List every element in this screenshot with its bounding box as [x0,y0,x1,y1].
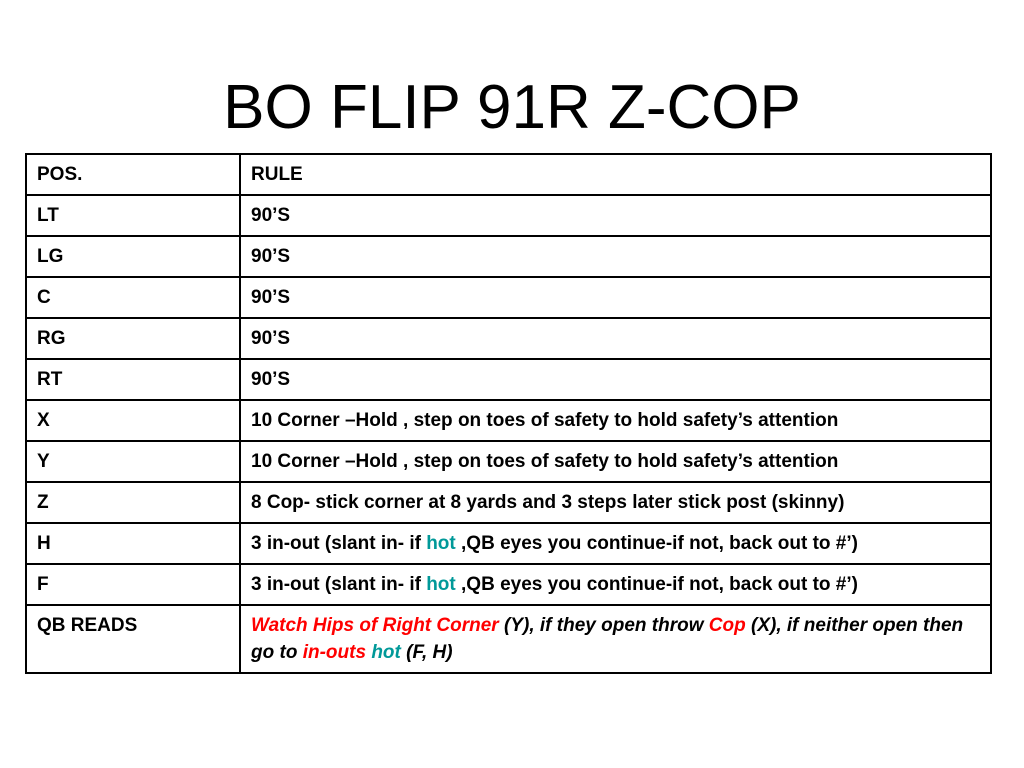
row-rule: 90’S [240,277,991,318]
row-rule: 90’S [240,318,991,359]
rule-text: ,QB eyes you continue-if not, back out to #’) [455,533,858,554]
table-row [26,482,991,523]
read-text: (F, H) [400,642,453,663]
row-pos: X [26,400,240,441]
header-rule: RULE [240,154,991,195]
row-rule: 10 Corner –Hold , step on toes of safety to hold safety’s attention [240,441,991,482]
row-rule [240,523,991,564]
row-rule: 90’S [240,359,991,400]
row-pos: RG [26,318,240,359]
header-pos: POS. [26,154,240,195]
rule-text: ,QB eyes you continue-if not, back out to #’) [455,574,858,595]
table-row [26,523,991,564]
table-row-qb-reads [26,605,991,673]
hot-keyword: hot [426,574,456,595]
row-pos: RT [26,359,240,400]
table-row [26,400,991,441]
rule-text: 3 in-out (slant in- if [251,533,427,554]
row-rule: 10 Corner –Hold , step on toes of safety to hold safety’s attention [240,400,991,441]
read-emphasis: in-outs [302,642,367,663]
table-row [26,441,991,482]
table-row [26,236,991,277]
read-text: (X), if neither open then go to [251,615,964,663]
row-pos: LG [26,236,240,277]
row-rule: 90’S [240,195,991,236]
slide-title: BO FLIP 91R Z-COP [223,73,801,142]
row-rule [240,564,991,605]
row-pos: Z [26,482,240,523]
rule-text: 3 in-out (slant in- if [251,574,427,595]
table-row [26,277,991,318]
table-row [26,564,991,605]
hot-keyword: hot [426,533,456,554]
read-emphasis: Watch Hips of Right Corner [251,615,499,636]
row-pos: LT [26,195,240,236]
read-emphasis: Cop [708,615,746,636]
hot-keyword: hot [371,642,401,663]
row-rule: 8 Cop- stick corner at 8 yards and 3 steps later stick post (skinny) [240,482,991,523]
table-header-row [26,154,991,195]
row-pos: C [26,277,240,318]
row-rule: 90’S [240,236,991,277]
row-pos: H [26,523,240,564]
table-row [26,195,991,236]
qb-reads-rule [240,605,991,673]
read-text: (Y), if they open throw [498,615,709,636]
row-pos: Y [26,441,240,482]
rules-table [25,153,992,674]
row-pos: F [26,564,240,605]
row-pos: QB READS [26,605,240,673]
table-row [26,318,991,359]
table-row [26,359,991,400]
